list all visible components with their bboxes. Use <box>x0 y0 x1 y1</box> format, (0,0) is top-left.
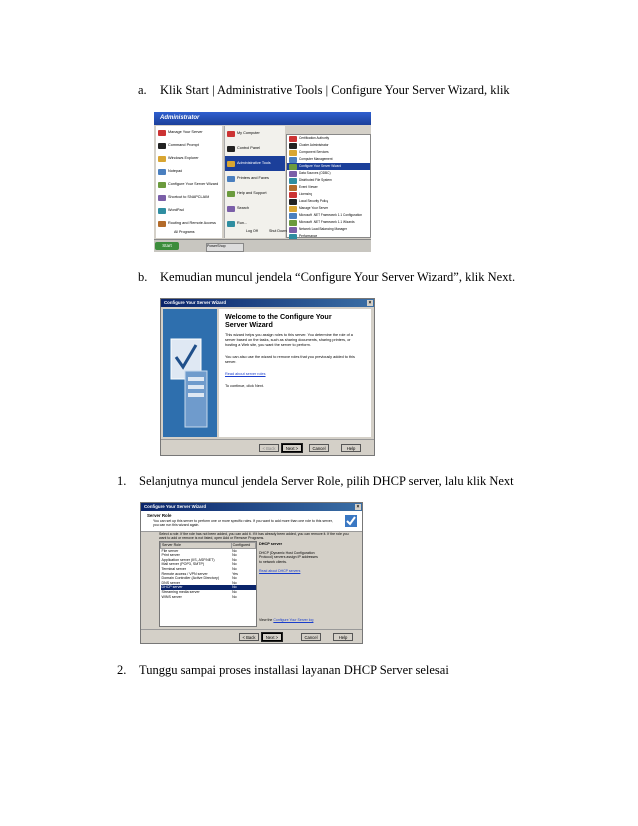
server-role-titlebar <box>141 503 362 511</box>
admin-tool-item[interactable] <box>287 163 370 170</box>
role-name: Mail server (POP3, SMTP) <box>161 562 205 567</box>
read-about-server-roles-link[interactable]: Read about server roles <box>225 372 266 376</box>
admin-tool-item[interactable] <box>287 212 370 219</box>
server-role-rows <box>161 548 256 599</box>
admin-tool-item-label: Microsoft .NET Framework 1.1 Configuration <box>299 212 363 217</box>
role-configured: No <box>232 562 237 567</box>
col-configured[interactable]: Configured <box>231 543 255 549</box>
step-2-text: Tunggu sampai proses installasi layanan DHCP Server selesai <box>139 663 449 677</box>
wizard-content <box>219 309 371 437</box>
step-a <box>138 83 510 98</box>
role-description-title: DHCP server <box>259 542 283 546</box>
role-name: Remote access / VPN server <box>161 571 208 576</box>
program-icon <box>158 143 166 149</box>
step-b-marker: b. <box>138 270 148 284</box>
role-configured: No <box>232 580 237 585</box>
log-off-button[interactable]: Log Off <box>246 229 258 233</box>
taskbar-item[interactable]: PowerShop <box>206 243 244 252</box>
start-menu-item-label: Printers and Faxes <box>237 175 269 180</box>
admin-tool-item[interactable] <box>287 191 370 198</box>
tool-icon <box>289 178 297 184</box>
shut-down-button[interactable]: Shut Down <box>269 229 287 233</box>
admin-tool-item[interactable] <box>287 177 370 184</box>
program-icon <box>158 195 166 201</box>
pinned-program-item[interactable] <box>156 217 222 230</box>
back-button[interactable]: < Back <box>239 633 259 641</box>
admin-tool-item[interactable] <box>287 170 370 177</box>
role-description <box>259 541 357 625</box>
role-configured: No <box>231 585 255 590</box>
tool-icon <box>289 220 297 226</box>
role-configured: No <box>232 566 237 571</box>
tool-icon <box>289 143 297 149</box>
view-log-link[interactable]: Configure Your Server log <box>273 618 314 622</box>
start-menu-item[interactable] <box>225 201 285 216</box>
system-icon <box>227 191 235 197</box>
server-role-title: Configure Your Server Wizard <box>144 504 207 509</box>
step-1-marker: 1. <box>117 474 127 488</box>
pinned-program-item-label: Manage Your Server <box>168 129 203 134</box>
admin-tool-item-label: Local Security Policy <box>299 198 329 203</box>
wizard-paragraph-2: You can also use the wizard to remove roles that you previously added to this server. <box>225 355 355 364</box>
tool-icon <box>289 185 297 191</box>
start-menu-item-label: Run... <box>237 220 248 225</box>
program-icon <box>158 156 166 162</box>
wizard-paragraph-3: To continue, click Next. <box>225 384 264 388</box>
admin-tool-item-label: Computer Management <box>299 156 333 161</box>
admin-tool-item[interactable] <box>287 226 370 233</box>
help-button[interactable]: Help <box>333 633 353 641</box>
step-1 <box>117 474 514 489</box>
pinned-program-item[interactable] <box>156 178 222 191</box>
role-configured: No <box>232 594 237 599</box>
cancel-button[interactable]: Cancel <box>301 633 321 641</box>
system-icon <box>227 221 235 227</box>
start-button[interactable] <box>155 242 179 250</box>
role-name: File server <box>161 548 179 553</box>
start-menu-item[interactable] <box>225 141 285 156</box>
tool-icon <box>289 213 297 219</box>
wizard-titlebar <box>161 299 374 307</box>
admin-tool-item-label: Cluster Administrator <box>299 142 329 147</box>
pinned-program-item[interactable] <box>156 191 222 204</box>
tool-icon <box>289 171 297 177</box>
step-a-marker: a. <box>138 83 147 97</box>
pinned-program-item-label: Windows Explorer <box>168 155 199 160</box>
start-menu-right-column <box>224 126 285 238</box>
pinned-program-item[interactable] <box>156 126 222 139</box>
start-menu-item-label: Search <box>237 205 250 210</box>
tool-icon <box>289 136 297 142</box>
admin-tool-item-label: Performance <box>299 233 318 238</box>
tool-icon <box>289 206 297 212</box>
server-role-row[interactable] <box>161 595 256 600</box>
pinned-program-item-label: Command Prompt <box>168 142 199 147</box>
admin-tool-item-label: Data Sources (ODBC) <box>299 170 331 175</box>
start-menu-item[interactable] <box>225 171 285 186</box>
wizard-heading: Welcome to the Configure Your Server Wizard <box>225 312 332 329</box>
start-menu-screenshot <box>154 112 371 252</box>
server-role-subtitle: You can set up this server to perform one or more specific roles. If you want to add more than one role to this server, you can run this wizard again. <box>153 519 333 528</box>
view-log-prefix: View the <box>259 618 273 622</box>
start-menu-pinned-list <box>156 126 222 238</box>
tool-icon <box>289 227 297 233</box>
close-icon[interactable]: × <box>356 504 360 510</box>
step-2 <box>117 663 449 678</box>
read-about-dhcp-link[interactable]: Read about DHCP servers <box>259 569 301 574</box>
server-role-table <box>160 542 256 599</box>
role-name: Domain Controller (Active Directory) <box>161 576 220 581</box>
tool-icon <box>289 164 297 170</box>
start-menu-item-label: Administrative Tools <box>237 160 271 165</box>
role-name: Print server <box>161 553 180 558</box>
role-name: DNS server <box>161 580 181 585</box>
admin-tool-item[interactable] <box>287 149 370 156</box>
role-name: Terminal server <box>161 566 187 571</box>
wizard-title: Configure Your Server Wizard <box>164 300 227 305</box>
start-label: Start <box>162 243 172 248</box>
wizard-side-graphic <box>163 309 217 437</box>
tool-icon <box>289 192 297 198</box>
role-name: Application server (IIS, ASP.NET) <box>161 557 215 562</box>
server-role-instructions: Select a role. If the role has not been added, you can add it. If it has already been added, you can remove it. If the role you want to add or remove is not listed, open Add or Remove Programs. <box>159 532 349 541</box>
role-configured: No <box>232 576 237 581</box>
start-menu-item-label: Control Panel <box>237 145 261 150</box>
admin-tool-item-label: Event Viewer <box>299 184 318 189</box>
admin-tool-item[interactable] <box>287 205 370 212</box>
program-icon <box>158 221 166 227</box>
pinned-program-item-label: Configure Your Server Wizard <box>168 181 219 186</box>
pinned-program-item-label: Shortcut to SNAPCLAIM <box>168 194 210 199</box>
pinned-program-item[interactable] <box>156 139 222 152</box>
start-menu-item[interactable] <box>225 126 285 141</box>
tool-icon <box>289 199 297 205</box>
step-b <box>138 270 515 285</box>
admin-tool-item-label: Network Load Balancing Manager <box>299 226 348 231</box>
view-log-line <box>259 618 313 622</box>
admin-tool-item[interactable] <box>287 219 370 226</box>
next-button[interactable]: Next > <box>262 633 282 641</box>
server-role-button-bar <box>141 629 362 630</box>
admin-tool-item[interactable] <box>287 156 370 163</box>
help-button[interactable]: Help <box>341 444 361 452</box>
start-menu-item-label: My Computer <box>237 130 260 135</box>
role-configured: No <box>232 557 237 562</box>
system-icon <box>227 146 235 152</box>
server-role-list[interactable] <box>159 541 257 627</box>
pinned-program-item[interactable] <box>156 152 222 165</box>
close-icon[interactable]: × <box>368 300 372 306</box>
program-icon <box>158 169 166 175</box>
admin-tool-item[interactable] <box>287 135 370 142</box>
wizard-paragraph-1: This wizard helps you assign roles to this server. You determine the role of a server based on the tasks, such as sharing documents, sharing printers, or hosting a Web site, you want the server to perform. <box>225 333 353 347</box>
step-b-text: Kemudian muncul jendela “Configure Your Server Wizard”, klik Next. <box>160 270 516 284</box>
role-configured: Yes <box>232 571 238 576</box>
tool-icon <box>289 150 297 156</box>
pinned-program-item-label: WordPad <box>168 207 184 212</box>
server-role-heading: Server Role <box>147 513 172 518</box>
role-description-text: DHCP (Dynamic Host Configuration Protocol) servers assign IP addresses to network clients. <box>259 551 318 564</box>
admin-tool-item-label: Configure Your Server Wizard <box>299 163 342 168</box>
step-1-text: Selanjutnya muncul jendela Server Role, pilih DHCP server, lalu klik Next <box>139 474 514 488</box>
role-configured: No <box>232 589 237 594</box>
pinned-program-item-label: Notepad <box>168 168 183 173</box>
admin-tool-item[interactable] <box>287 184 370 191</box>
pinned-program-item[interactable] <box>156 204 222 217</box>
step-2-marker: 2. <box>117 663 127 677</box>
start-menu-item[interactable] <box>225 186 285 201</box>
server-role-header <box>141 511 362 532</box>
wizard-header-icon <box>344 514 358 528</box>
admin-tool-item-label: Licensing <box>299 191 313 196</box>
admin-tool-item-label: Microsoft .NET Framework 1.1 Wizards <box>299 219 355 224</box>
admin-tool-item-label: Certification Authority <box>299 135 330 140</box>
start-menu-item-label: Help and Support <box>237 190 267 195</box>
role-name: DHCP server <box>161 585 232 590</box>
back-button[interactable]: < Back <box>259 444 279 452</box>
server-role-screenshot <box>140 502 363 644</box>
admin-tool-item-label: Distributed File System <box>299 177 332 182</box>
start-menu-user: Administrator <box>154 112 371 125</box>
program-icon <box>158 182 166 188</box>
system-icon <box>227 131 235 137</box>
start-menu-item[interactable] <box>225 156 285 171</box>
admin-tool-item[interactable] <box>287 142 370 149</box>
all-programs-label[interactable]: All Programs <box>174 230 195 234</box>
role-configured: No <box>232 548 237 553</box>
pinned-program-item[interactable] <box>156 165 222 178</box>
admin-tool-item-label: Component Services <box>299 149 329 154</box>
welcome-wizard-screenshot <box>160 298 375 456</box>
role-name: Streaming media server <box>161 589 200 594</box>
pinned-program-item-label: Routing and Remote Access <box>168 220 216 225</box>
program-icon <box>158 208 166 214</box>
step-a-text: Klik Start | Administrative Tools | Configure Your Server Wizard, klik <box>160 83 510 97</box>
next-button[interactable]: Next > <box>282 444 302 452</box>
wizard-illustration-icon <box>163 309 217 437</box>
cancel-button[interactable]: Cancel <box>309 444 329 452</box>
tool-icon <box>289 157 297 163</box>
system-icon <box>227 176 235 182</box>
role-name: WINS server <box>161 594 182 599</box>
role-configured: No <box>232 553 237 558</box>
program-icon <box>158 130 166 136</box>
admin-tool-item[interactable] <box>287 198 370 205</box>
admin-tool-item-label: Manage Your Server <box>299 205 329 210</box>
system-icon <box>227 206 235 212</box>
col-server-role[interactable]: Server Role <box>161 543 232 549</box>
system-icon <box>227 161 235 167</box>
administrative-tools-submenu <box>286 134 371 238</box>
